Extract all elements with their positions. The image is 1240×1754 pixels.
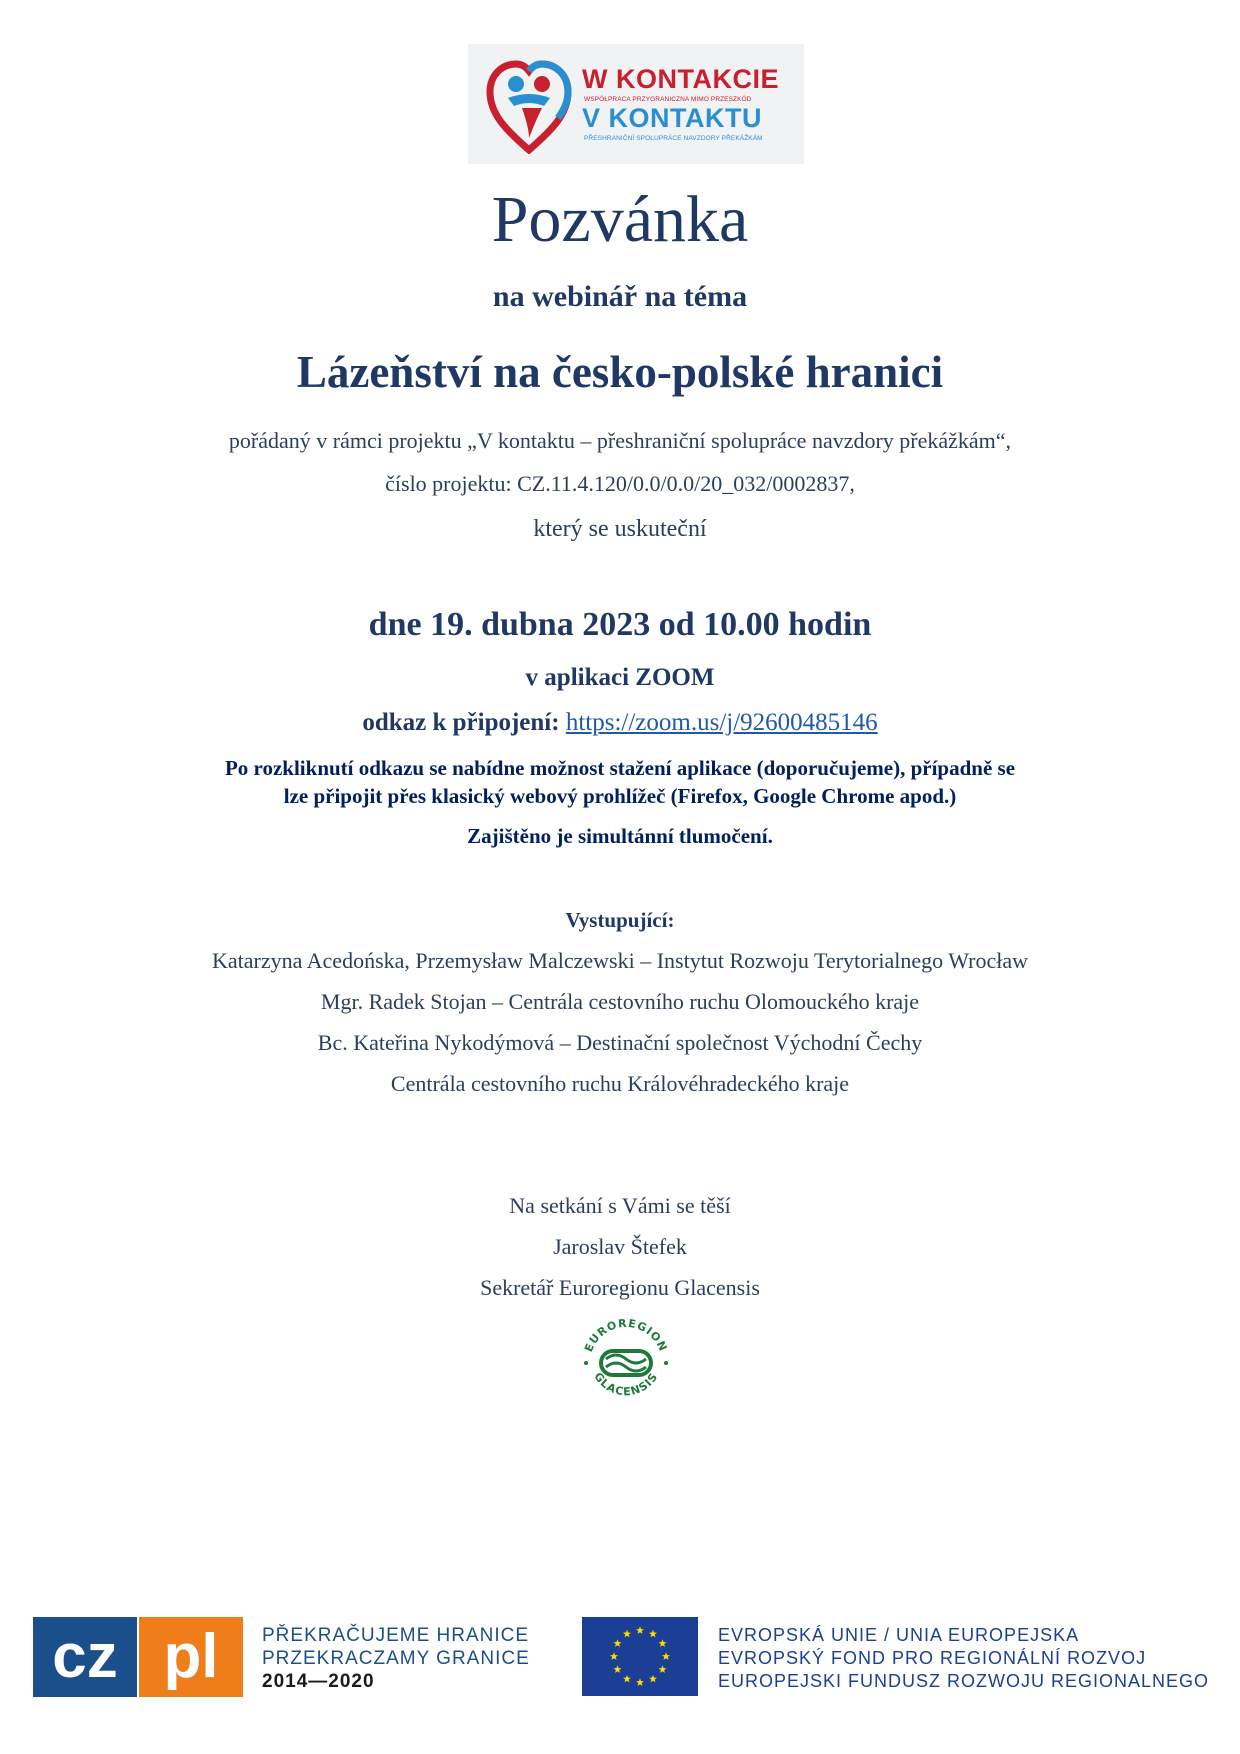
- czpl-caption-line-2: PRZEKRACZAMY GRANICE: [262, 1648, 530, 1669]
- eu-stars-icon: [582, 1617, 698, 1696]
- zoom-link[interactable]: https://zoom.us/j/92600485146: [565, 709, 878, 736]
- czpl-caption-line-1: PŘEKRAČUJEME HRANICE: [262, 1625, 530, 1646]
- czpl-caption-years: 2014—2020: [262, 1671, 375, 1692]
- eu-star-icon: [649, 1630, 657, 1638]
- download-note-line-1: Po rozkliknutí odkazu se nabídne možnost stažení aplikace (doporučujeme), případně se: [224, 756, 1016, 780]
- signatory-name: Jaroslav Štefek: [553, 1234, 687, 1259]
- eu-star-icon: [623, 1630, 631, 1638]
- logo-line-1: W KONTAKCIE: [582, 64, 779, 94]
- join-link-label: odkaz k připojení:: [362, 709, 560, 736]
- eu-star-icon: [662, 1652, 670, 1660]
- heart-people-icon: [486, 58, 572, 154]
- eu-star-icon: [659, 1639, 667, 1647]
- greeting-line: Na setkání s Vámi se těší: [509, 1193, 731, 1218]
- eu-star-icon: [613, 1639, 621, 1647]
- czpl-cz-block: cz: [33, 1617, 137, 1697]
- glacensis-seal-icon: [576, 1313, 676, 1413]
- euroregion-glacensis-logo: [576, 1313, 676, 1418]
- takes-place-line: který se uskuteční: [533, 516, 707, 542]
- speakers-heading: Vystupující:: [565, 908, 675, 932]
- signatory-role: Sekretář Euroregionu Glacensis: [480, 1275, 760, 1300]
- webinar-topic: Lázeňství na česko-polské hranici: [296, 347, 944, 397]
- eu-star-icon: [659, 1665, 667, 1673]
- join-link-line: [0, 709, 1240, 737]
- speaker-item: Centrála cestovního ruchu Královéhradeckého kraje: [390, 1071, 850, 1096]
- czpl-pl-block: pl: [139, 1617, 243, 1697]
- eu-flag: [582, 1617, 698, 1696]
- speaker-item: Katarzyna Acedońska, Przemysław Malczewski – Instytut Rozwoju Terytorialnego Wrocław: [211, 948, 1029, 973]
- page-title: Pozvánka: [491, 183, 749, 256]
- download-note-line-2: lze připojit přes klasický webový prohlížeč (Firefox, Google Chrome apod.): [283, 784, 957, 808]
- svg-text:EUROREGION: EUROREGION: [582, 1316, 670, 1354]
- speaker-item: Mgr. Radek Stojan – Centrála cestovního ruchu Olomouckého kraje: [320, 989, 920, 1014]
- eu-star-icon: [613, 1665, 621, 1673]
- project-number: číslo projektu: CZ.11.4.120/0.0/0.0/20_032/0002837,: [385, 471, 855, 496]
- speaker-item: Bc. Kateřina Nykodýmová – Destinační společnost Východní Čechy: [317, 1030, 923, 1055]
- logo-line-2: V KONTAKTU: [582, 103, 762, 133]
- project-logo: [468, 44, 804, 164]
- logo-line-1-sub: WSPÓŁPRACA PRZYGRANICZNA MIMO PRZESZKÓD: [584, 96, 752, 103]
- eu-caption-line-3: EUROPEJSKI FUNDUSZ ROZWOJU REGIONALNEGO: [718, 1671, 1210, 1691]
- eu-star-icon: [636, 1626, 644, 1634]
- interreg-czpl-logo: [33, 1617, 243, 1697]
- subtitle: na webinář na téma: [492, 280, 748, 313]
- interpretation-note: Zajištěno je simultánní tlumočení.: [467, 824, 773, 848]
- eu-star-icon: [623, 1675, 631, 1683]
- logo-line-2-sub: PŘESHRANIČNÍ SPOLUPRÁCE NAVZDORY PŘEKÁŽKÁM: [584, 135, 763, 142]
- svg-text:GLACENSIS: GLACENSIS: [591, 1370, 661, 1399]
- czpl-caption: [262, 1624, 530, 1693]
- event-app: v aplikaci ZOOM: [525, 664, 715, 691]
- eu-caption-line-2: EVROPSKÝ FOND PRO REGIONÁLNÍ ROZVOJ: [718, 1648, 1147, 1668]
- eu-caption-line-1: EVROPSKÁ UNIE / UNIA EUROPEJSKA: [718, 1625, 1080, 1645]
- event-date: dne 19. dubna 2023 od 10.00 hodin: [368, 606, 872, 643]
- eu-star-icon: [610, 1652, 618, 1660]
- organized-line: pořádaný v rámci projektu „V kontaktu – přeshraniční spolupráce navzdory překážkám“,: [228, 428, 1012, 453]
- eu-star-icon: [649, 1675, 657, 1683]
- download-note: [0, 754, 1240, 810]
- eu-caption: [718, 1624, 1209, 1693]
- eu-star-icon: [636, 1678, 644, 1686]
